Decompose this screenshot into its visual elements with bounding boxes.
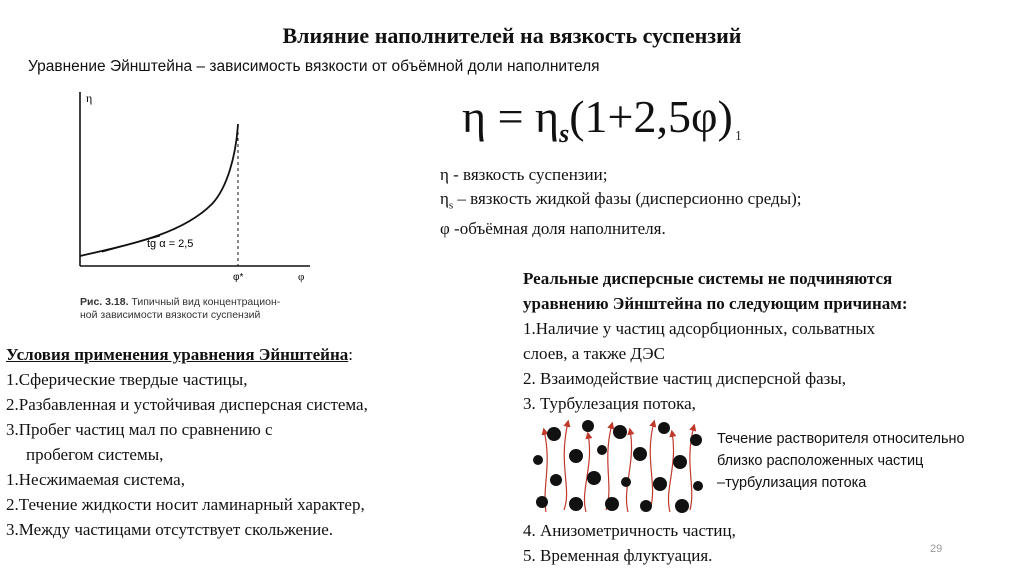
reason-item: 5. Временная флуктуация. [523, 546, 713, 565]
slide-subtitle: Уравнение Эйнштейна – зависимость вязкости от объёмной доли наполнителя [28, 58, 600, 75]
condition-item: 1.Сферические твердые частицы, [6, 370, 248, 389]
reasons-header-1: Реальные дисперсные системы не подчиняются [523, 269, 893, 288]
x-axis-label: φ [298, 271, 305, 283]
page-number: 29 [930, 543, 943, 555]
def-eta: η - вязкость суспензии; [440, 165, 608, 184]
reason-item: 2. Взаимодействие частиц дисперсной фазы, [523, 369, 847, 388]
condition-item: 2.Течение жидкости носит ламинарный характер, [6, 495, 365, 514]
reason-item: 4. Анизометричность частиц, [523, 521, 736, 540]
conditions-header: Условия применения уравнения Эйнштейна: [6, 345, 353, 364]
condition-item: 3.Между частицами отсутствует скольжение. [6, 520, 334, 539]
particles [533, 420, 703, 513]
tangent-label: tg α = 2,5 [147, 238, 194, 250]
condition-item: пробегом системы, [26, 445, 164, 464]
turbulent-flow-illustration [528, 416, 706, 514]
reason-item: 1.Наличие у частиц адсорбционных, сольватных [523, 319, 876, 338]
conditions-block [6, 342, 368, 542]
critical-label: φ* [233, 272, 244, 283]
reason-item: 3. Турбулезация потока, [523, 394, 696, 413]
def-phi: φ -объёмная доля наполнителя. [440, 219, 666, 239]
einstein-formula: $\eta = \eta_s(1+2,5\varphi)$ 1 [462, 91, 742, 148]
viscosity-graph [62, 86, 322, 298]
slide-title: Влияние наполнителей на вязкость суспензий [282, 23, 742, 48]
formula-definitions [440, 163, 802, 241]
y-axis-label: η [86, 91, 93, 105]
condition-item: 1.Несжимаемая система, [6, 470, 185, 489]
reason-item: слоев, а также ДЭС [523, 344, 665, 363]
reasons-continued [523, 518, 736, 568]
condition-item: 2.Разбавленная и устойчивая дисперсная система, [6, 395, 368, 414]
def-eta-s: $\eta_s$ – вязкость жидкой фазы (дисперсионно среды); [440, 189, 802, 212]
figure-caption: Рис. 3.18. Типичный вид концентрацион- ной зависимости вязкости суспензий [80, 296, 281, 321]
reasons-header-2: уравнению Эйнштейна по следующим причинам: [523, 294, 908, 313]
flow-caption: Течение растворителя относительно близко расположенных частиц –турбулизация потока [717, 431, 965, 491]
reasons-block [523, 266, 1013, 416]
condition-item: 3.Пробег частиц мал по сравнению с [6, 420, 273, 439]
